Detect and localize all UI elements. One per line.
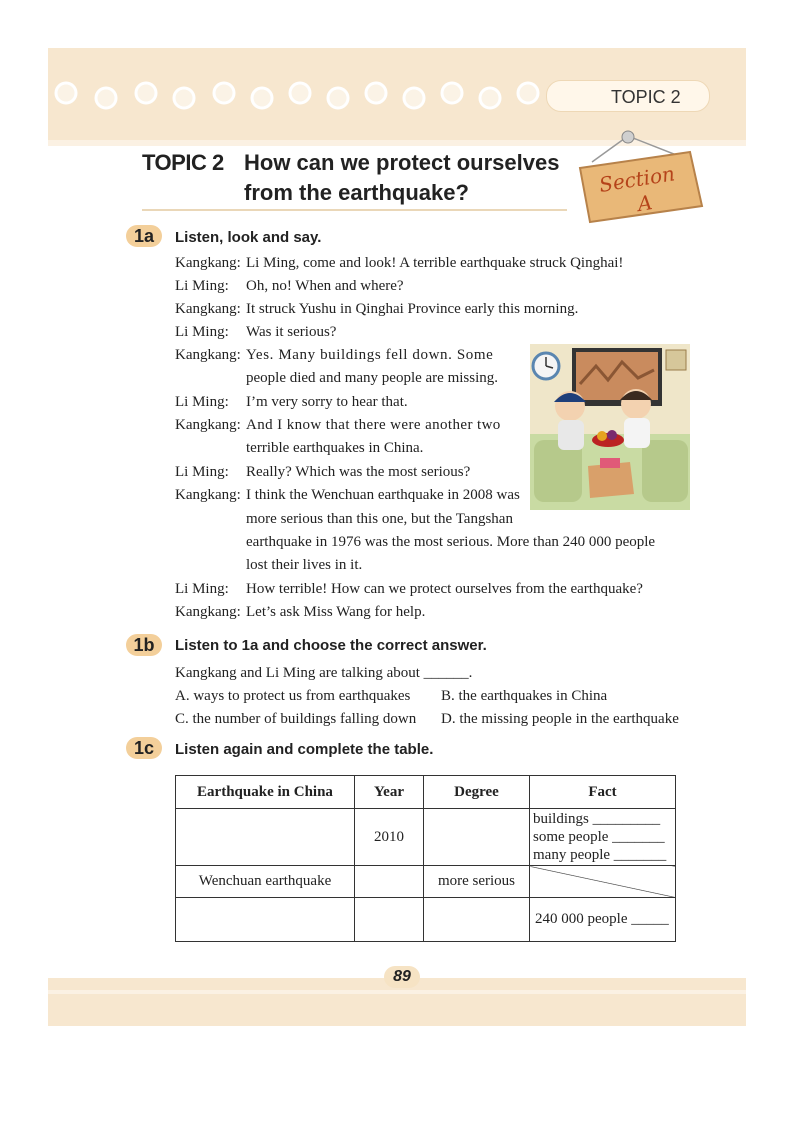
option-b[interactable]: B. the earthquakes in China bbox=[441, 688, 608, 704]
dialogue-line: Li Ming, come and look! A terrible earthquake struck Qinghai! bbox=[246, 255, 624, 271]
table-cell[interactable]: 240 000 people _____ bbox=[530, 898, 676, 942]
dialogue-line: And I know that there were another two bbox=[246, 417, 501, 433]
topic-pill bbox=[546, 80, 710, 112]
dialogue-line: I think the Wenchuan earthquake in 2008 was bbox=[246, 487, 520, 503]
table-header: Earthquake in China bbox=[176, 776, 355, 809]
section-letter: A bbox=[635, 190, 654, 217]
table-cell-blank[interactable] bbox=[424, 809, 530, 866]
exercise-1c-heading: Listen again and complete the table. bbox=[175, 741, 434, 758]
dialogue-speaker: Li Ming: bbox=[175, 394, 229, 410]
dialogue-speaker: Kangkang: bbox=[175, 417, 241, 433]
exercise-1a-badge: 1a bbox=[126, 225, 162, 247]
fact-line: many people _______ bbox=[533, 847, 667, 863]
section-word: Section bbox=[597, 161, 677, 197]
dialogue-line: Was it serious? bbox=[246, 324, 337, 340]
title-question-line1: How can we protect ourselves bbox=[244, 150, 560, 175]
table-header-row bbox=[176, 776, 676, 809]
earthquake-table bbox=[175, 775, 676, 942]
dialogue-line: more serious than this one, but the Tangshan bbox=[246, 511, 513, 527]
page-number: 89 bbox=[384, 966, 420, 988]
exercise-1a-heading: Listen, look and say. bbox=[175, 229, 322, 246]
dialogue-line: It struck Yushu in Qinghai Province early this morning. bbox=[246, 301, 579, 317]
table-header: Year bbox=[355, 776, 424, 809]
table-cell-blank[interactable] bbox=[355, 898, 424, 942]
footer-strip bbox=[48, 990, 746, 994]
dialogue-speaker: Li Ming: bbox=[175, 278, 229, 294]
dialogue-line: How terrible! How can we protect ourselves from the earthquake? bbox=[246, 581, 643, 597]
table-header: Degree bbox=[424, 776, 530, 809]
dialogue-speaker: Li Ming: bbox=[175, 581, 229, 597]
fact-line: buildings _________ bbox=[533, 811, 661, 827]
table-row bbox=[176, 866, 676, 898]
table-header: Fact bbox=[530, 776, 676, 809]
table-cell: Wenchuan earthquake bbox=[176, 866, 355, 898]
table-row bbox=[176, 809, 676, 866]
section-a-sign bbox=[572, 128, 708, 224]
table-cell: 2010 bbox=[355, 809, 424, 866]
fact-line: some people _______ bbox=[533, 829, 665, 845]
dialogue-speaker: Kangkang: bbox=[175, 347, 241, 363]
exercise-1b-heading: Listen to 1a and choose the correct answer. bbox=[175, 637, 487, 654]
topic-pill-label: TOPIC 2 bbox=[611, 87, 681, 107]
decorative-circles bbox=[52, 78, 552, 112]
title-underline bbox=[142, 209, 567, 211]
dialogue-speaker: Kangkang: bbox=[175, 301, 241, 317]
dialogue-line: people died and many people are missing. bbox=[246, 370, 499, 386]
dialogue-line: Yes. Many buildings fell down. Some bbox=[246, 347, 494, 363]
dialogue-line: terrible earthquakes in China. bbox=[246, 440, 424, 456]
option-a[interactable]: A. ways to protect us from earthquakes bbox=[175, 688, 411, 704]
table-cell: more serious bbox=[424, 866, 530, 898]
dialogue-line: Really? Which was the most serious? bbox=[246, 464, 471, 480]
option-c[interactable]: C. the number of buildings falling down bbox=[175, 711, 417, 727]
title-question-line2: from the earthquake? bbox=[244, 180, 469, 205]
dialogue-line: Let’s ask Miss Wang for help. bbox=[246, 604, 426, 620]
table-cell-blank[interactable] bbox=[424, 898, 530, 942]
table-cell-blank[interactable] bbox=[355, 866, 424, 898]
exercise-1c-badge: 1c bbox=[126, 737, 162, 759]
dialogue-speaker: Kangkang: bbox=[175, 487, 241, 503]
dialogue-line: lost their lives in it. bbox=[246, 557, 363, 573]
dialogue-line: Oh, no! When and where? bbox=[246, 278, 404, 294]
boys-watching-tv-illustration bbox=[530, 344, 690, 510]
dialogue-speaker: Li Ming: bbox=[175, 324, 229, 340]
option-d[interactable]: D. the missing people in the earthquake bbox=[441, 711, 679, 727]
table-cell-facts[interactable] bbox=[530, 809, 676, 866]
table-row bbox=[176, 898, 676, 942]
title-topic: TOPIC 2 bbox=[142, 150, 224, 175]
dialogue-speaker: Kangkang: bbox=[175, 604, 241, 620]
dialogue-line: earthquake in 1976 was the most serious. More than 240 000 people bbox=[246, 534, 656, 550]
table-cell-blank[interactable] bbox=[176, 809, 355, 866]
table-cell-blank[interactable] bbox=[176, 898, 355, 942]
exercise-1b-badge: 1b bbox=[126, 634, 162, 656]
dialogue-line: I’m very sorry to hear that. bbox=[246, 394, 408, 410]
dialogue-speaker: Li Ming: bbox=[175, 464, 229, 480]
dialogue-speaker: Kangkang: bbox=[175, 255, 241, 271]
table-cell-diagonal bbox=[530, 866, 676, 898]
phone-icon bbox=[600, 458, 620, 468]
exercise-1b-stem: Kangkang and Li Ming are talking about ______. bbox=[175, 665, 473, 681]
